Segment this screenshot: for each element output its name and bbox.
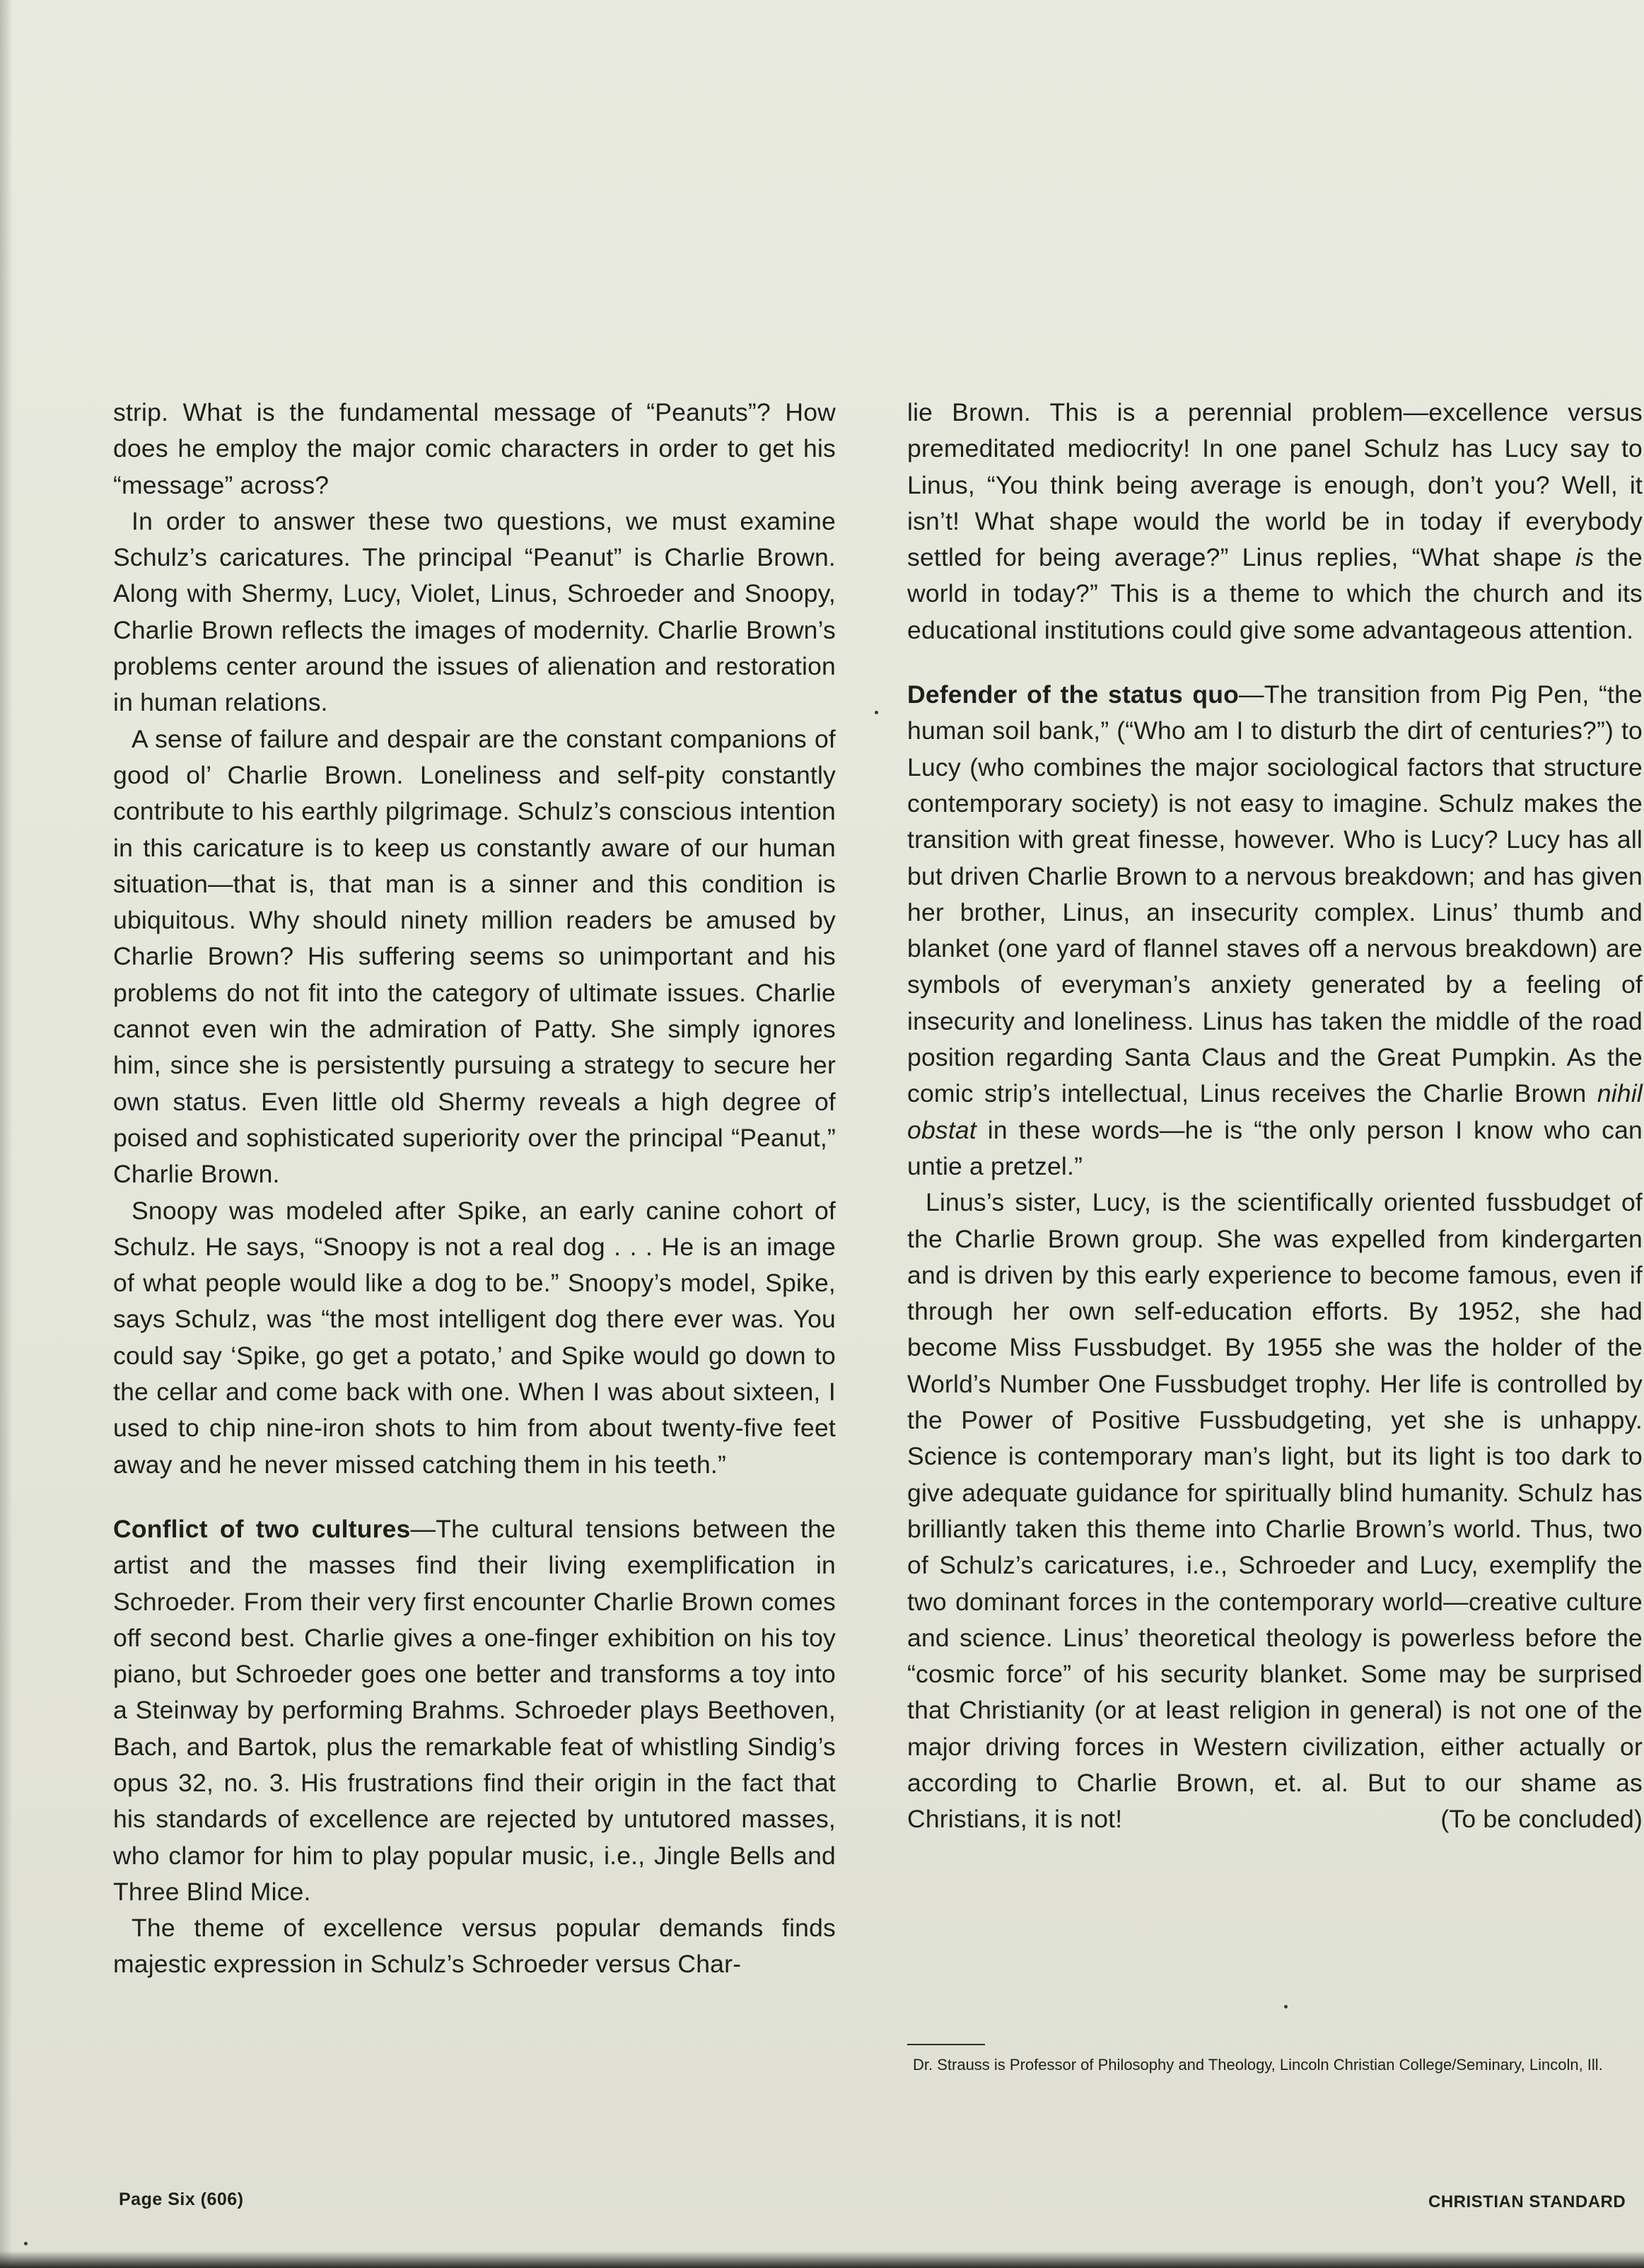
- footnote-rule: [907, 2044, 985, 2045]
- paragraph: [907, 1185, 1643, 1837]
- footnote-text: Dr. Strauss is Professor of Philosophy and Theology, Lincoln Christian College/Seminary, Lincoln, Ill.: [913, 2056, 1603, 2074]
- paragraph: [907, 395, 1643, 649]
- paragraph-text: in these words—he is “the only person I know who can untie a pretzel.”: [907, 1115, 1643, 1180]
- right-column: [907, 395, 1643, 1838]
- paragraph-text: —The transition from Pig Pen, “the human soil bank,” (“Who am I to disturb the dirt of centuries?”) to Lucy (who combines the major sociological factors that structure contemporary society) is not easy to imagine. Schulz makes the transition with great finesse, however. Who is Lucy? Lucy has all but driven Charlie Brown to a nervous breakdown; and has given her brother, Linus, an insecurity complex. Linus’ thumb and blanket (one yard of flannel staves off a nervous breakdown) are symbols of everyman’s anxiety generated by a feeling of insecurity and loneliness. Linus has taken the middle of the road position regarding Santa Claus and the Great Pumpkin. As the comic strip’s intellectual, Linus receives the Charlie Brown: [907, 680, 1643, 1108]
- continued-note: (To be concluded): [1440, 1805, 1643, 1834]
- section-heading: Conflict of two cultures: [113, 1514, 411, 1543]
- page-number: Page Six (606): [119, 2190, 244, 2209]
- section-paragraph: [907, 677, 1643, 1185]
- paragraph-text: —The cultural tensions between the artist and the masses find their living exemplification in Schroeder. From their very first encounter Charlie Brown comes off second best. Charlie gives a one-finger exhibition on his toy piano, but Schroeder goes one better and transforms a toy into a Steinway by performing Brahms. Schroeder plays Beethoven, Bach, and Bartok, plus the remarkable feat of whistling Sindig’s opus 32, no. 3. His frustrations find their origin in the fact that his standards of excellence are rejected by untutored masses, who clamor for him to play popular music, i.e., Jingle Bells and Three Blind Mice.: [113, 1514, 836, 1906]
- left-column: [113, 395, 836, 1983]
- page-bottom-edge: [0, 2251, 1644, 2268]
- print-speck: [24, 2242, 28, 2245]
- paragraph: The theme of excellence versus popular demands finds majestic expression in Schulz’s Schroeder versus Char-: [113, 1914, 836, 1979]
- paragraph: strip. What is the fundamental message of “Peanuts”? How does he employ the major comic characters in order to get his “message” across?: [113, 398, 836, 499]
- print-speck: [1284, 2005, 1288, 2008]
- author-footnote: [907, 2044, 1643, 2074]
- paragraph: A sense of failure and despair are the constant companions of good ol’ Charlie Brown. Loneliness and self-pity constantly contribute to his earthly pilgrimage. Schulz’s conscious intention in this caricature is to keep us constantly aware of our human situation—that is, that man is a sinner and this condition is ubiquitous. Why should ninety million readers be amused by Charlie Brown? His suffering seems so unimportant and his problems do not fit into the category of ultimate issues. Charlie cannot even win the admiration of Patty. She simply ignores him, since she is persistently pursuing a strategy to secure her own status. Even little old Shermy reveals a high degree of poised and sophisticated superiority over the principal “Peanut,” Charlie Brown.: [113, 724, 836, 1189]
- section-heading: Defender of the status quo: [907, 680, 1240, 709]
- emphasis: nihil obstat: [907, 1079, 1643, 1144]
- publication-name: CHRISTIAN STANDARD: [1428, 2192, 1626, 2211]
- section-paragraph: [113, 1511, 836, 1910]
- paragraph-text: Linus’s sister, Lucy, is the scientifically oriented fussbudget of the Charlie Brown group. She was expelled from kindergarten and is driven by this early experience to become famous, even if through her own self-education efforts. By 1952, she had become Miss Fussbudget. By 1955 she was the holder of the World’s Number One Fussbudget trophy. Her life is controlled by the Power of Positive Fussbudgeting, yet she is unhappy. Science is contemporary man’s light, but its light is too dark to give adequate guidance for spiritually blind humanity. Schulz has brilliantly taken this theme into Charlie Brown’s world. Thus, two of Schulz’s caricatures, i.e., Schroeder and Lucy, exemplify the two dominant forces in the contemporary world—creative culture and science. Linus’ theoretical theology is powerless before the “cosmic force” of his security blanket. Some may be surprised that Christianity (or at least religion in general) is not one of the major driving forces in Western civilization, either actually or according to Charlie Brown, et. al. But to our shame as Christians, it is not!: [907, 1188, 1643, 1834]
- paragraph: In order to answer these two questions, we must examine Schulz’s caricatures. The principal “Peanut” is Charlie Brown. Along with Shermy, Lucy, Violet, Linus, Schroeder and Snoopy, Charlie Brown reflects the images of modernity. Charlie Brown’s problems center around the issues of alienation and restoration in human relations.: [113, 506, 836, 717]
- print-speck: [875, 711, 878, 714]
- paragraph: Snoopy was modeled after Spike, an early canine cohort of Schulz. He says, “Snoopy is not a real dog . . . He is an image of what people would like a dog to be.” Snoopy’s model, Spike, says Schulz, was “the most intelligent dog there ever was. You could say ‘Spike, go get a potato,’ and Spike would go down to the cellar and come back with one. When I was about sixteen, I used to chip nine-iron shots to him from about twenty-five feet away and he never missed catching them in his teeth.”: [113, 1196, 836, 1479]
- emphasis: is: [1575, 543, 1595, 572]
- paragraph-text: lie Brown. This is a perennial problem—excellence versus premeditated mediocrity! In one panel Schulz has Lucy say to Linus, “You think being average is enough, don’t you? Well, it isn’t! What shape would the world be in today if everybody settled for being average?” Linus replies, “What shape: [907, 398, 1643, 572]
- page-edge-shadow: [0, 0, 13, 2268]
- paragraph-text: the world in today?” This is a theme to which the church and its educational institutions could give some advantageous attention.: [907, 543, 1643, 644]
